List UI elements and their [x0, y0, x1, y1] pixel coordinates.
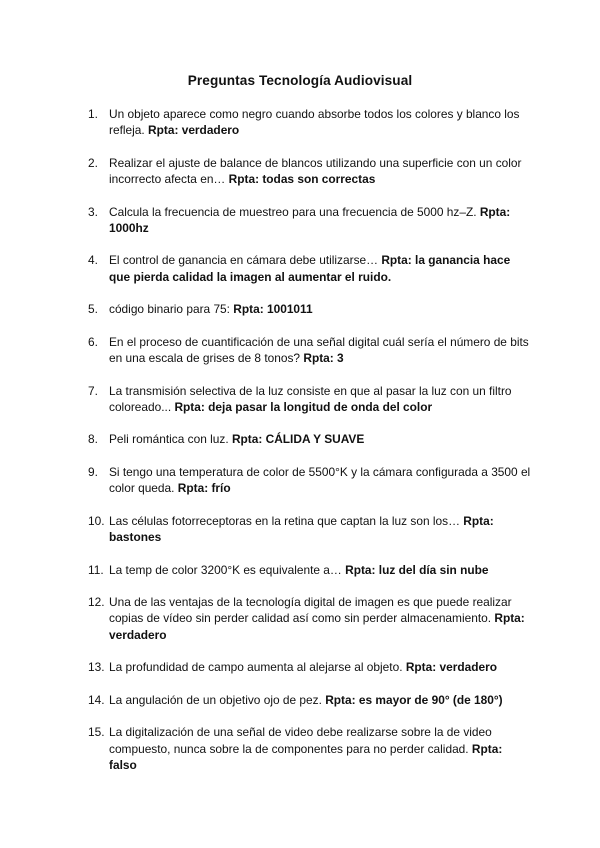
- question-text: La temp de color 3200°K es equivalente a…: [109, 562, 342, 577]
- question-number: 11.: [88, 562, 104, 577]
- question-answer: Rpta: es mayor de 90° (de 180°): [325, 692, 503, 707]
- question-text: Una de las ventajas de la tecnología digital de imagen es que puede realizar copias de vídeo sin perder calidad así como sin perder almacenamiento.: [109, 595, 512, 626]
- question-number: 2.: [88, 155, 98, 170]
- question-answer: Rpta: la ganancia hace que pierda calidad la imagen al aumentar el ruido.: [109, 253, 511, 284]
- question-number: 3.: [88, 204, 98, 219]
- question-item: [88, 301, 533, 317]
- question-item: [88, 692, 533, 708]
- question-item: [88, 252, 533, 284]
- question-number: 6.: [88, 334, 98, 349]
- question-text: La angulación de un objetivo ojo de pez.: [109, 692, 322, 707]
- question-item: [88, 659, 533, 675]
- question-item: [88, 334, 533, 366]
- question-number: 13.: [88, 660, 105, 675]
- question-item: [88, 106, 533, 138]
- question-answer: Rpta: verdadero: [109, 611, 525, 642]
- question-answer: Rpta: todas son correctas: [228, 172, 376, 186]
- question-item: [88, 464, 533, 496]
- question-answer: Rpta: 1001011: [233, 302, 313, 317]
- question-answer: Rpta: falso: [109, 741, 503, 772]
- question-answer: Rpta: frío: [177, 481, 231, 496]
- question-text: Realizar el ajuste de balance de blancos utilizando una superficie con un color incorrecto afecta en…: [109, 155, 522, 186]
- question-answer: Rpta: verdadero: [405, 660, 498, 675]
- question-text: Calcula la frecuencia de muestreo para una frecuencia de 5000 hz–Z.: [109, 204, 477, 219]
- question-item: [88, 562, 533, 578]
- question-answer: Rpta: luz del día sin nube: [345, 562, 489, 577]
- question-text: El control de ganancia en cámara debe utilizarse…: [109, 253, 379, 268]
- question-answer: Rpta: 3: [303, 350, 344, 365]
- question-text: Un objeto aparece como negro cuando absorbe todos los colores y blanco los refleja.: [109, 107, 520, 138]
- question-number: 9.: [88, 464, 98, 479]
- question-list: [88, 106, 533, 789]
- question-text: La transmisión selectiva de la luz consiste en que al pasar la luz con un filtro coloreado...: [109, 383, 512, 414]
- question-item: [88, 155, 533, 187]
- question-number: 4.: [88, 253, 98, 268]
- question-number: 15.: [88, 725, 105, 740]
- question-item: [88, 431, 533, 447]
- question-answer: Rpta: bastones: [109, 513, 494, 544]
- question-number: 8.: [88, 432, 98, 447]
- question-number: 10.: [88, 513, 105, 528]
- question-number: 1.: [88, 107, 98, 121]
- question-text: Si tengo una temperatura de color de 5500°K y la cámara configurada a 3500 el color queda.: [109, 464, 531, 496]
- question-answer: Rpta: 1000hz: [109, 204, 511, 235]
- question-text: Peli romántica con luz.: [109, 432, 229, 447]
- question-answer: Rpta: deja pasar la longitud de onda del color: [174, 399, 433, 414]
- question-number: 14.: [88, 692, 105, 707]
- question-text: La digitalización de una señal de video debe realizarse sobre la de video compuesto, nunca sobre la de componentes para no perder calidad.: [109, 725, 492, 756]
- question-number: 12.: [88, 595, 105, 610]
- page-title: Preguntas Tecnología Audiovisual: [187, 73, 413, 88]
- question-item: [88, 724, 533, 773]
- question-item: [88, 383, 533, 415]
- question-answer: Rpta: verdadero: [148, 123, 240, 138]
- question-item: [88, 513, 533, 545]
- question-item: [88, 594, 533, 643]
- question-number: 5.: [88, 302, 98, 317]
- question-number: 7.: [88, 383, 98, 398]
- question-text: Las células fotorreceptoras en la retina que captan la luz son los…: [109, 513, 460, 528]
- question-item: [88, 204, 533, 236]
- question-answer: Rpta: CÁLIDA Y SUAVE: [231, 432, 365, 447]
- question-text: código binario para 75:: [109, 302, 230, 317]
- question-text: La profundidad de campo aumenta al alejarse al objeto.: [109, 660, 403, 675]
- question-text: En el proceso de cuantificación de una señal digital cuál sería el número de bits en una escala de grises de 8 tonos?: [109, 334, 529, 365]
